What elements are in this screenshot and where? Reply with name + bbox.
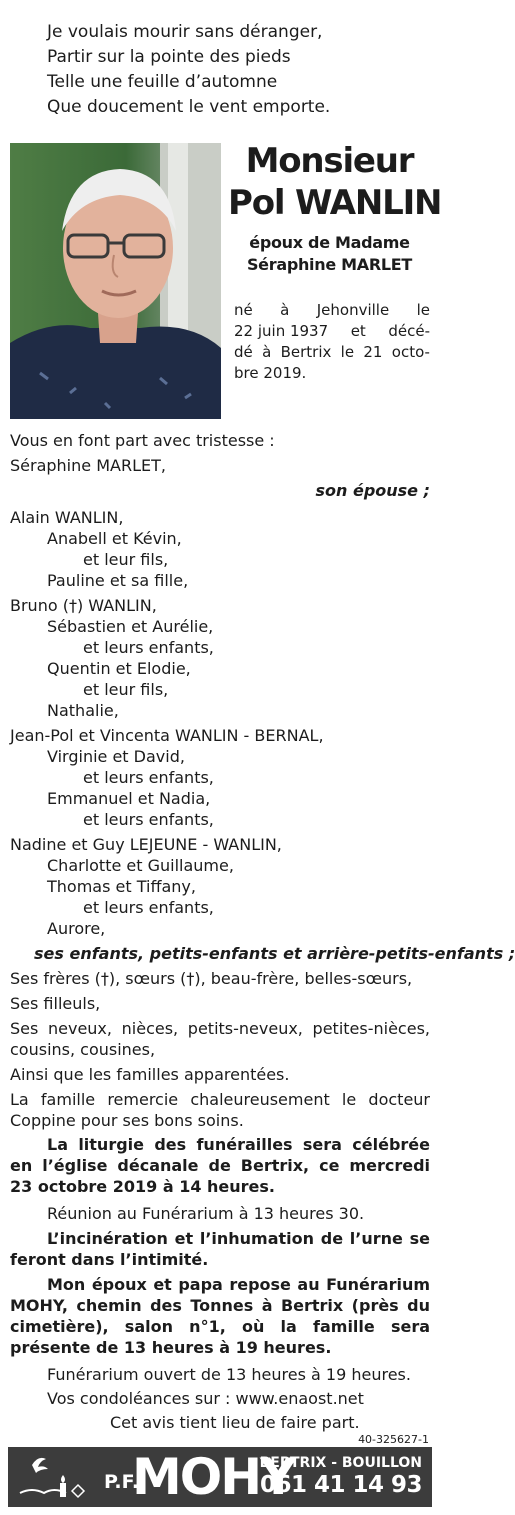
family-sub: et leurs enfants, xyxy=(83,768,214,787)
hours-text: Funérarium ouvert de 13 heures à 19 heures. xyxy=(47,1365,411,1384)
portrait-photo xyxy=(10,143,221,419)
poem-line: Telle une feuille d’automne xyxy=(47,72,278,92)
condolences-text: Vos condoléances sur : www.enaost.net xyxy=(47,1389,364,1408)
brand-location: BERTRIX - BOUILLON xyxy=(259,1455,422,1471)
family-head: Alain WANLIN, xyxy=(10,508,124,527)
family-member: Quentin et Elodie, xyxy=(47,659,191,678)
intro-text: Vous en font part avec tristesse : xyxy=(10,431,275,450)
poem-line: Partir sur la pointe des pieds xyxy=(47,47,291,67)
meeting-text: Réunion au Funérarium à 13 heures 30. xyxy=(47,1204,365,1223)
family-sub: et leurs enfants, xyxy=(83,638,214,657)
deceased-name-block xyxy=(228,140,442,276)
bio-line: dé à Bertrix le 21 octo- xyxy=(234,343,430,361)
family-member: Thomas et Tiffany, xyxy=(47,877,196,896)
bio-line: bre 2019. xyxy=(234,364,307,382)
brand-name: MOHY xyxy=(132,1448,295,1506)
relatives-line: Ainsi que les familles apparentées. xyxy=(10,1065,290,1084)
family-member: Aurore, xyxy=(47,919,106,938)
relatives-line: Ses neveux, nièces, petits-neveux, petites-nièces, cousins, cousines, xyxy=(10,1019,430,1059)
brand-prefix: P.F. xyxy=(104,1471,140,1493)
spouse-role: son épouse ; xyxy=(315,481,430,500)
family-member: Virginie et David, xyxy=(47,747,185,766)
spouse-line: époux de Madame xyxy=(249,233,410,252)
family-member: Sébastien et Aurélie, xyxy=(47,617,214,636)
notice-text: Cet avis tient lieu de faire part. xyxy=(110,1413,360,1432)
poem xyxy=(47,20,427,120)
liturgy-text: La liturgie des funérailles sera célébrée en l’église décanale de Bertrix, ce mercredi 23 octobre 2019 à 14 heures. xyxy=(10,1135,430,1196)
family-member: Anabell et Kévin, xyxy=(47,529,182,548)
spouse-entry: Séraphine MARLET, xyxy=(10,456,166,475)
spouse-name: Séraphine MARLET xyxy=(246,255,413,274)
family-member: Emmanuel et Nadia, xyxy=(47,789,211,808)
cremation-text: L’incinération et l’inhumation de l’urne se feront dans l’intimité. xyxy=(10,1229,430,1269)
family-sub: et leur fils, xyxy=(83,680,169,699)
portrait-illustration xyxy=(10,143,221,419)
poem-line: Je voulais mourir sans déranger, xyxy=(47,22,323,42)
thanks-text: La famille remercie chaleureusement le docteur Coppine pour ses bons soins. xyxy=(10,1090,430,1130)
rest-text: Mon époux et papa repose au Funérarium MOHY, chemin des Tonnes à Bertrix (près du cimetière), salon n°1, où la famille sera présente de 13 heures à 19 heures. xyxy=(10,1275,430,1357)
poem-line: Que doucement le vent emporte. xyxy=(47,97,331,117)
children-role: ses enfants, petits-enfants et arrière-petits-enfants ; xyxy=(34,944,515,963)
reference-number: 40-325627-1 xyxy=(358,1433,429,1446)
relatives-line: Ses filleuls, xyxy=(10,994,101,1013)
family-sub: et leur fils, xyxy=(83,550,169,569)
honorific: Monsieur xyxy=(245,141,414,181)
family-member: Charlotte et Guillaume, xyxy=(47,856,234,875)
family-member: Nathalie, xyxy=(47,701,119,720)
funeral-home-banner xyxy=(8,1447,432,1507)
dove-candle-icon xyxy=(10,1447,100,1507)
bio-line: né à Jehonville le xyxy=(234,301,430,319)
birth-death-info xyxy=(234,300,430,384)
announcement-body xyxy=(10,430,515,1433)
family-head: Nadine et Guy LEJEUNE - WANLIN, xyxy=(10,835,282,854)
family-sub: et leurs enfants, xyxy=(83,898,214,917)
brand-phone: 061 41 14 93 xyxy=(259,1472,422,1498)
bio-line: 22 juin 1937 et décé- xyxy=(234,322,430,340)
family-head: Bruno (†) WANLIN, xyxy=(10,596,157,615)
family-member: Pauline et sa fille, xyxy=(47,571,189,590)
deceased-name: Pol WANLIN xyxy=(228,183,442,223)
family-head: Jean-Pol et Vincenta WANLIN - BERNAL, xyxy=(10,726,324,745)
relatives-line: Ses frères (†), sœurs (†), beau-frère, belles-sœurs, xyxy=(10,969,413,988)
family-sub: et leurs enfants, xyxy=(83,810,214,829)
